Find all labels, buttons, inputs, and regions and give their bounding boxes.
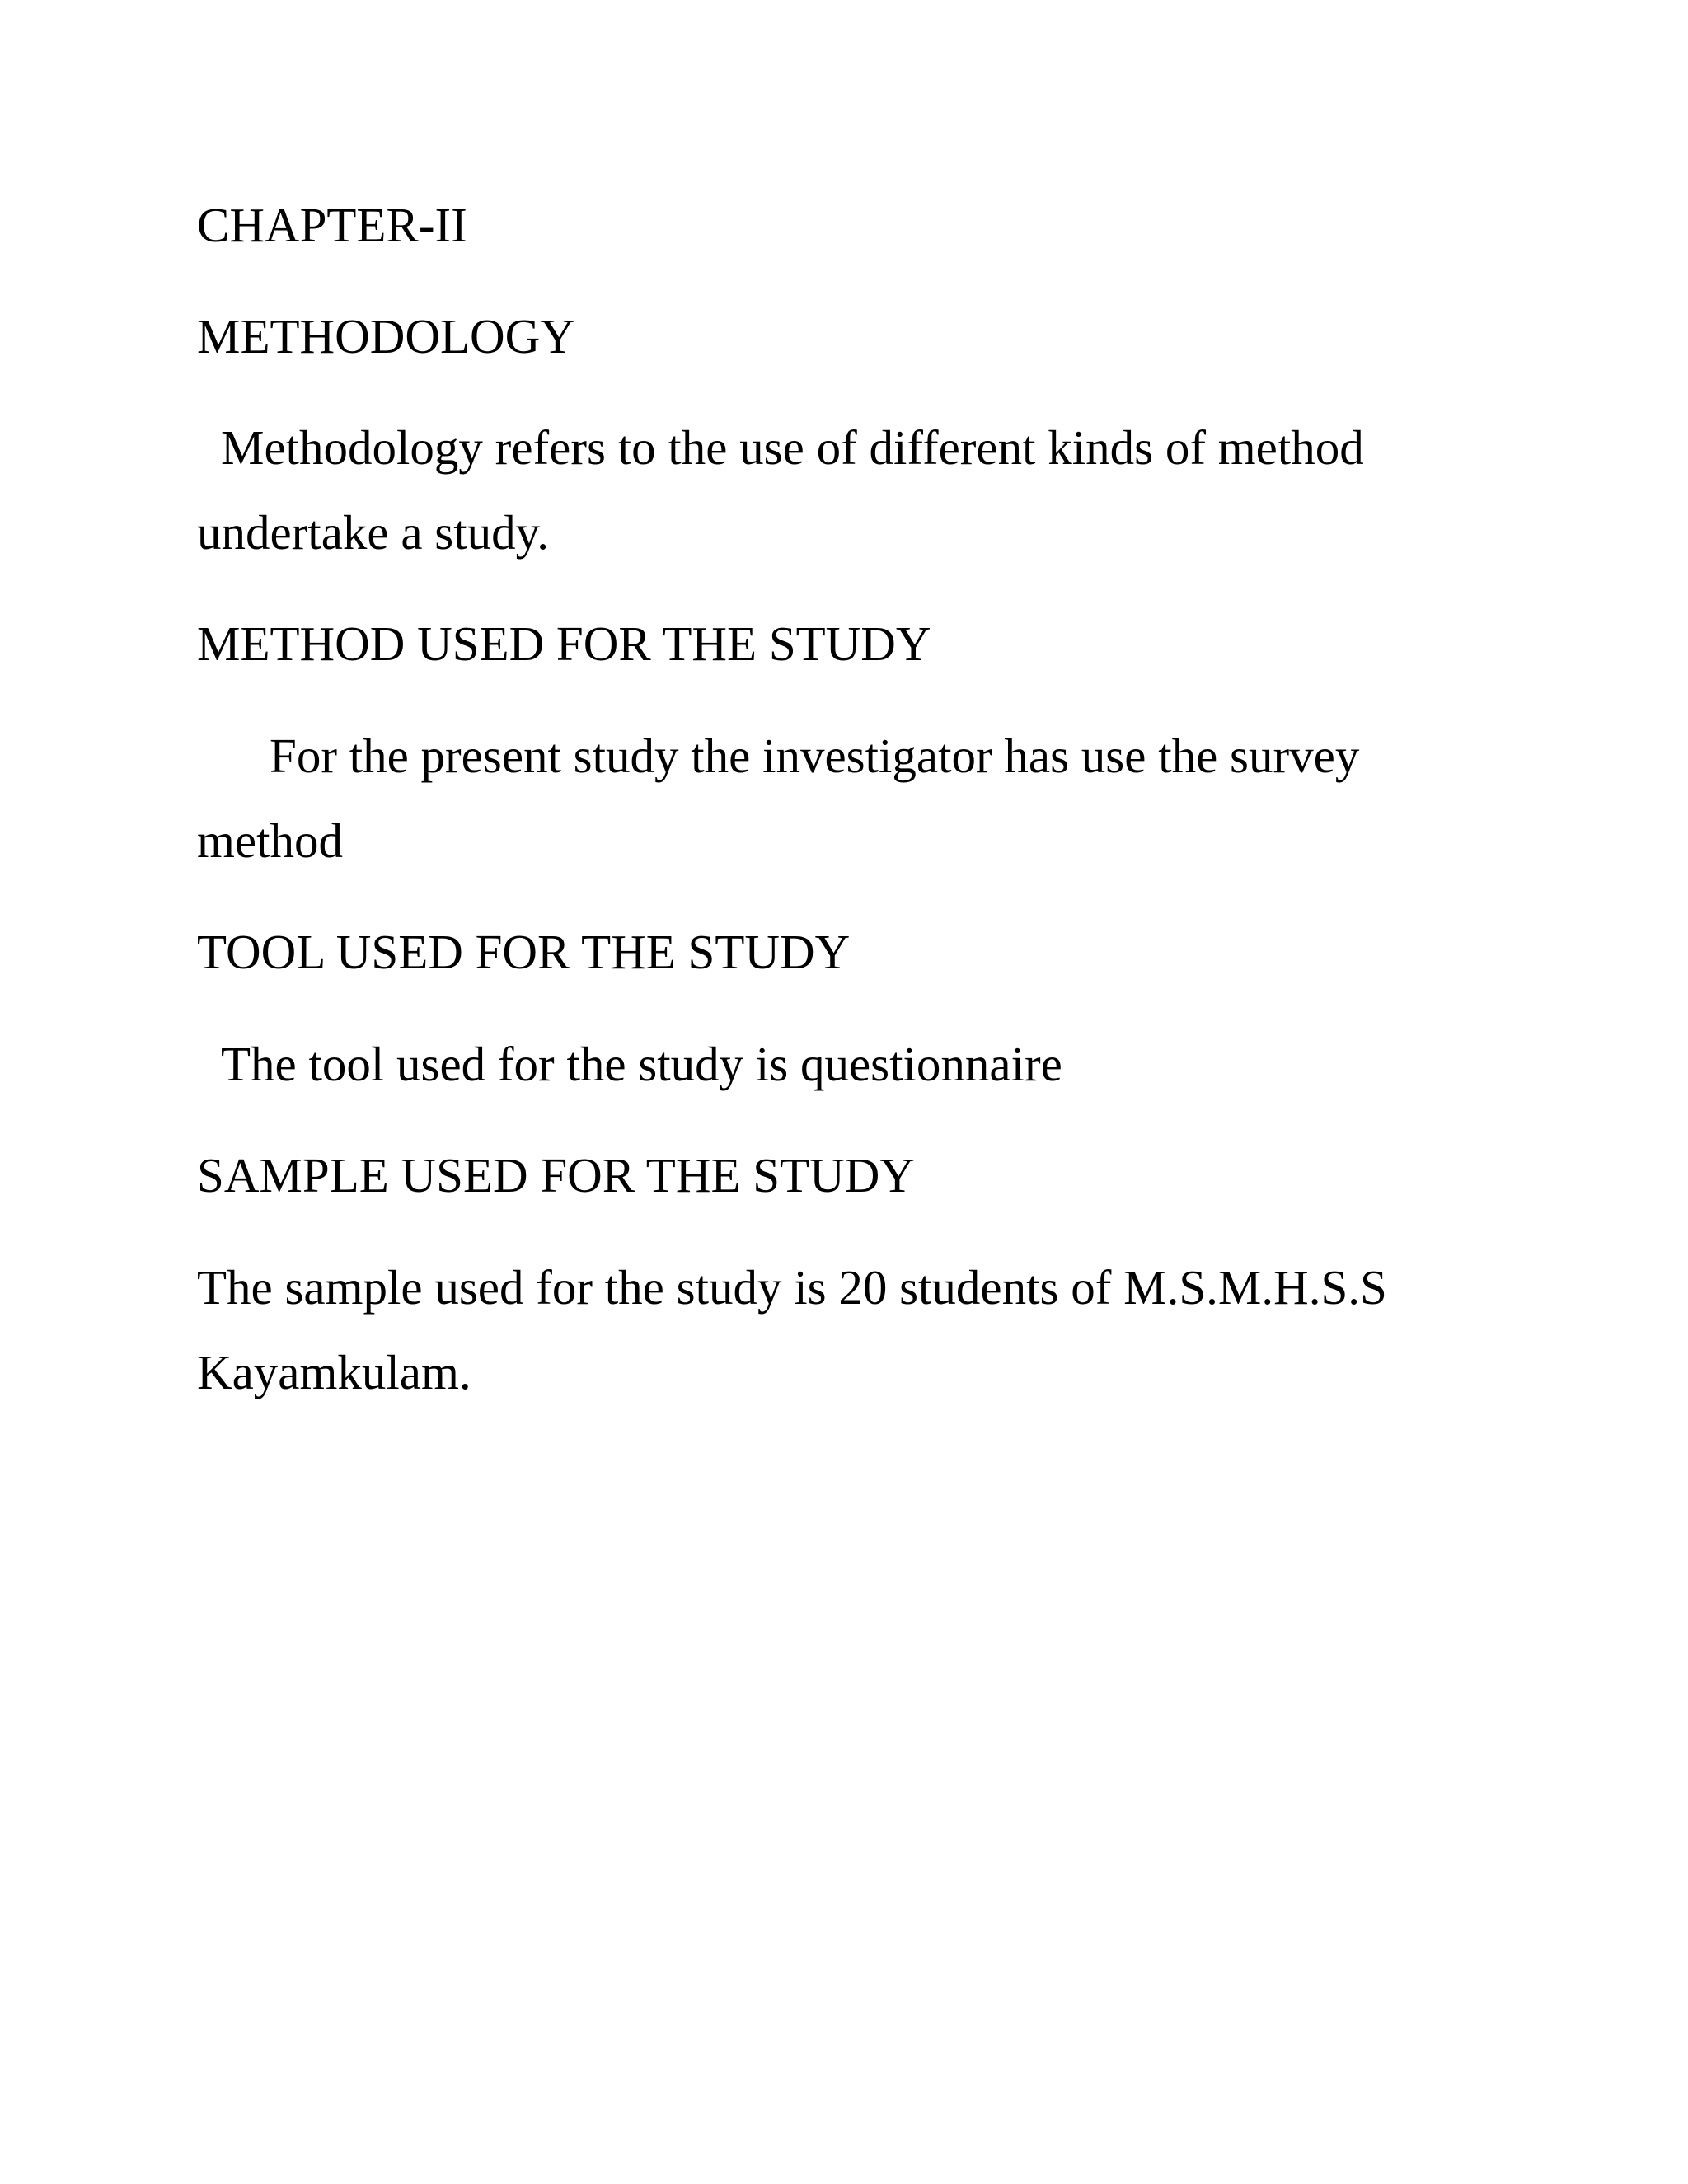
tool-line: The tool used for the study is questionnaire: [221, 1037, 1062, 1091]
method-line-2: method: [197, 813, 343, 868]
intro-line-1: Methodology refers to the use of different kinds of method: [221, 420, 1364, 475]
intro-line-2: undertake a study.: [197, 505, 550, 560]
chapter-label: CHAPTER-II: [197, 198, 467, 252]
sample-heading: SAMPLE USED FOR THE STUDY: [197, 1148, 915, 1202]
section-title: METHODOLOGY: [197, 309, 575, 363]
tool-heading: TOOL USED FOR THE STUDY: [197, 925, 851, 979]
method-heading: METHOD USED FOR THE STUDY: [197, 616, 931, 671]
sample-line-1: The sample used for the study is 20 students of M.S.M.H.S.S: [197, 1260, 1387, 1315]
sample-line-2: Kayamkulam.: [197, 1345, 471, 1399]
method-line-1: For the present study the investigator has use the survey: [270, 729, 1360, 783]
